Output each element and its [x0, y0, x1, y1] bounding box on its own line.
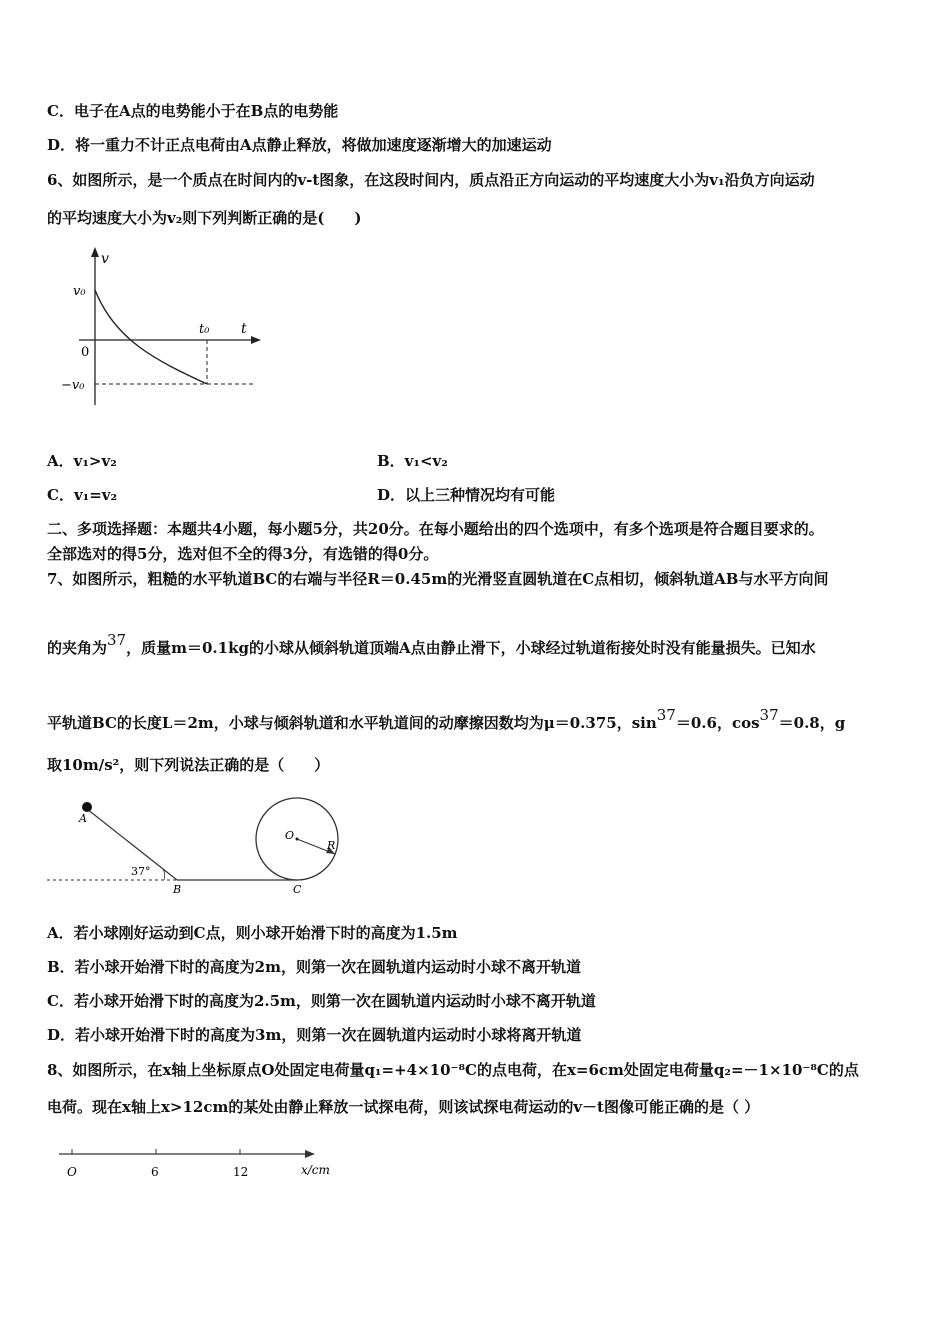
q7-line3-part1: 平轨道BC的长度L＝2m，小球与倾斜轨道和水平轨道间的动摩擦因数均为μ＝0.375，sin [47, 714, 657, 732]
question-7-line-3 [47, 705, 845, 733]
section-2-scoring: 全部选对的得5分，选对但不全的得3分，有选错的得0分。 [47, 545, 439, 563]
track-figure [45, 795, 345, 900]
angle-label: 37° [131, 865, 151, 878]
x-axis-figure [55, 1140, 345, 1185]
question-7-line-1: 7、如图所示，粗糙的水平轨道BC的右端与半径R＝0.45m的光滑竖直圆轨道在C点相切，倾斜轨道AB与水平方向间 [47, 570, 829, 588]
axis-unit-label: x/cm [301, 1163, 330, 1177]
axis-origin-label: O [67, 1165, 77, 1179]
question-6-line-1: 6、如图所示，是一个质点在时间内的v-t图象，在这段时间内，质点沿正方向运动的平均速度大小为v₁沿负方向运动 [47, 171, 815, 189]
tick-12-label: 12 [233, 1165, 249, 1179]
q7-line2-part1: 的夹角为 [47, 639, 108, 657]
option-b-q7: B．若小球开始滑下时的高度为2m，则第一次在圆轨道内运动时小球不离开轨道 [47, 958, 581, 976]
t0-label: t₀ [199, 322, 210, 337]
option-d-q5: D．将一重力不计正点电荷由A点静止释放，将做加速度逐渐增大的加速运动 [47, 136, 552, 154]
vt-graph-figure [55, 245, 265, 410]
option-a-q7: A．若小球刚好运动到C点，则小球开始滑下时的高度为1.5m [47, 924, 458, 942]
v0-label: v₀ [73, 284, 86, 299]
option-a-q6: A．v₁>v₂ [47, 452, 117, 470]
origin-label: 0 [81, 345, 90, 360]
point-b-label: B [173, 883, 182, 896]
section-2-heading: 二、多项选择题：本题共4小题，每小题5分，共20分。在每小题给出的四个选项中，有多个选项是符合题目要求的。 [47, 520, 824, 538]
option-c-q6: C．v₁=v₂ [47, 486, 118, 504]
tick-6-label: 6 [151, 1165, 159, 1179]
option-d-q6: D．以上三种情况均有可能 [377, 486, 556, 504]
t-axis-label: t [241, 321, 247, 337]
question-7-line-4: 取10m/s²，则下列说法正确的是（ ） [47, 756, 330, 774]
question-8-line-2: 电荷。现在x轴上x>12cm的某处由静止释放一试探电荷，则该试探电荷运动的v－t图像可能正确的是（ ） [47, 1098, 760, 1116]
question-7-line-2 [47, 630, 816, 658]
point-a-label: A [79, 812, 87, 825]
angle-37-b: 37 [656, 706, 676, 724]
angle-37-c: 37 [759, 706, 779, 724]
q7-line3-part3: ＝0.8，g [778, 714, 846, 732]
option-b-q6: B．v₁<v₂ [377, 452, 448, 470]
option-c-q5: C．电子在A点的电势能小于在B点的电势能 [47, 102, 339, 120]
question-6-line-2: 的平均速度大小为v₂则下列判断正确的是( ) [47, 209, 362, 227]
option-c-q7: C．若小球开始滑下时的高度为2.5m，则第一次在圆轨道内运动时小球不离开轨道 [47, 992, 596, 1010]
v-axis-label: v [101, 251, 109, 267]
point-c-label: C [293, 883, 302, 896]
center-o-label: O [285, 829, 295, 842]
neg-v0-label: −v₀ [61, 378, 85, 393]
q7-line3-part2: ＝0.6，cos [675, 714, 760, 732]
question-8-line-1: 8、如图所示，在x轴上坐标原点O处固定电荷量q₁=+4×10⁻⁸C的点电荷，在x=6cm处固定电荷量q₂=－1×10⁻⁸C的点 [47, 1061, 859, 1079]
option-d-q7: D．若小球开始滑下时的高度为3m，则第一次在圆轨道内运动时小球将离开轨道 [47, 1026, 582, 1044]
radius-r-label: R [327, 839, 336, 852]
q7-line2-part2: ，质量m＝0.1kg的小球从倾斜轨道顶端A点由静止滑下，小球经过轨道衔接处时没有能量损失。已知水 [126, 639, 816, 657]
angle-37-a: 37 [107, 631, 127, 649]
